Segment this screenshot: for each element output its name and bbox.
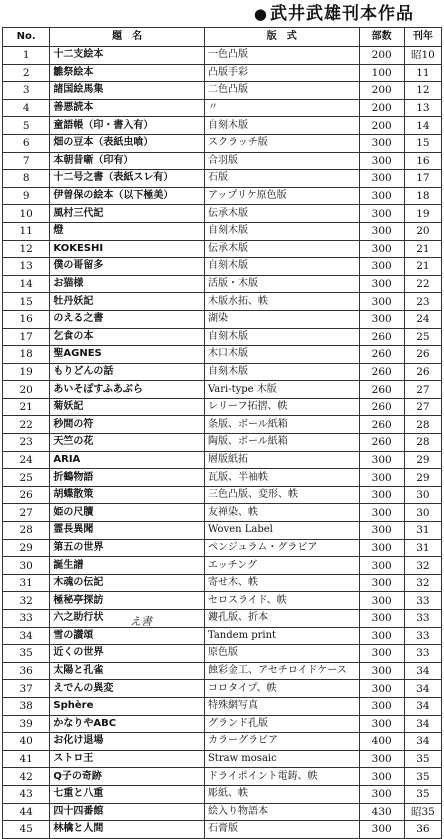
row-no: 7 (3, 152, 50, 170)
row-copies: 300 (359, 469, 404, 487)
row-format: ペンジュラム・グラビア (204, 539, 359, 557)
row-format: 友禅染、帙 (204, 504, 359, 522)
table-row (3, 363, 442, 381)
row-year: 31 (404, 539, 441, 557)
row-year: 35 (404, 785, 441, 803)
row-copies: 300 (359, 785, 404, 803)
row-title: 諸国絵馬集 (50, 82, 205, 100)
row-title: 六之助行状 (50, 610, 205, 628)
row-year: 19 (404, 205, 441, 223)
row-year: 34 (404, 697, 441, 715)
row-format: 陶版、ボール紙箱 (204, 434, 359, 452)
row-year: 昭10 (404, 47, 441, 65)
row-copies: 200 (359, 117, 404, 135)
row-title: 天竺の花 (50, 434, 205, 452)
row-copies: 300 (359, 275, 404, 293)
row-format: カラーグラビア (204, 733, 359, 751)
header-title: 題 名 (50, 28, 205, 47)
row-title: お猫様 (50, 275, 205, 293)
row-copies: 300 (359, 187, 404, 205)
row-format: 活版・木版 (204, 275, 359, 293)
row-format: 蝕彩金工、アセチロイドケース (204, 662, 359, 680)
table-row (3, 821, 442, 839)
row-copies: 300 (359, 486, 404, 504)
row-copies: 300 (359, 715, 404, 733)
row-year: 27 (404, 398, 441, 416)
row-copies: 260 (359, 434, 404, 452)
row-title: お化け退場 (50, 733, 205, 751)
row-format: 伝承木版 (204, 205, 359, 223)
row-no: 37 (3, 680, 50, 698)
table-body (3, 47, 442, 839)
row-no: 26 (3, 486, 50, 504)
row-format: 石膏版 (204, 821, 359, 839)
table-row (3, 785, 442, 803)
row-title: 第五の世界 (50, 539, 205, 557)
row-title: 善悪読本 (50, 99, 205, 117)
table-row (3, 803, 442, 821)
table-row (3, 434, 442, 452)
row-format: レリーフ拓摺、帙 (204, 398, 359, 416)
works-table (2, 27, 442, 839)
row-title: 木魂の伝記 (50, 574, 205, 592)
table-row (3, 610, 442, 628)
row-year: 15 (404, 134, 441, 152)
row-format: アップリケ原色版 (204, 187, 359, 205)
row-format: 〃 (204, 99, 359, 117)
row-year: 17 (404, 170, 441, 188)
row-year: 30 (404, 486, 441, 504)
row-copies: 300 (359, 750, 404, 768)
row-no: 2 (3, 64, 50, 82)
row-no: 22 (3, 416, 50, 434)
row-year: 昭35 (404, 803, 441, 821)
table-row (3, 627, 442, 645)
row-title: 雪の讃頌 (50, 627, 205, 645)
row-copies: 300 (359, 627, 404, 645)
row-format: 自刻木版 (204, 328, 359, 346)
row-title: 燈 (50, 222, 205, 240)
row-format: 彫紙、帙 (204, 785, 359, 803)
table-row (3, 486, 442, 504)
row-format: Tandem print (204, 627, 359, 645)
row-year: 21 (404, 240, 441, 258)
row-no: 25 (3, 469, 50, 487)
table-row (3, 275, 442, 293)
row-format: 木口木版 (204, 346, 359, 364)
row-no: 13 (3, 258, 50, 276)
table-row (3, 522, 442, 540)
row-title: 十二支絵本 (50, 47, 205, 65)
row-year: 36 (404, 821, 441, 839)
row-no: 45 (3, 821, 50, 839)
row-format: 一色凸版 (204, 47, 359, 65)
row-copies: 300 (359, 504, 404, 522)
row-format: 合羽版 (204, 152, 359, 170)
row-no: 42 (3, 768, 50, 786)
row-format: 絵入り物語本 (204, 803, 359, 821)
row-year: 28 (404, 434, 441, 452)
row-no: 15 (3, 293, 50, 311)
row-year: 23 (404, 293, 441, 311)
row-no: 39 (3, 715, 50, 733)
row-format: 石版 (204, 170, 359, 188)
table-row (3, 293, 442, 311)
row-format: 伝承木版 (204, 240, 359, 258)
row-no: 11 (3, 222, 50, 240)
table-row (3, 187, 442, 205)
row-copies: 300 (359, 768, 404, 786)
table-row (3, 222, 442, 240)
row-no: 19 (3, 363, 50, 381)
page-title (0, 2, 444, 26)
row-title: 折鶴物語 (50, 469, 205, 487)
row-year: 26 (404, 346, 441, 364)
table-row (3, 82, 442, 100)
row-title: Q子の奇跡 (50, 768, 205, 786)
row-copies: 300 (359, 645, 404, 663)
row-title: 極秘亭探訪 (50, 592, 205, 610)
row-year: 22 (404, 275, 441, 293)
row-title: 七重と八重 (50, 785, 205, 803)
row-no: 35 (3, 645, 50, 663)
header-year: 刊年 (404, 28, 441, 47)
row-year: 20 (404, 222, 441, 240)
row-title: 姫の尺牘 (50, 504, 205, 522)
row-no: 3 (3, 82, 50, 100)
header-copies: 部数 (359, 28, 404, 47)
table-row (3, 715, 442, 733)
table-row (3, 152, 442, 170)
row-title: 胡蝶散策 (50, 486, 205, 504)
row-no: 21 (3, 398, 50, 416)
row-format: 自刻木版 (204, 117, 359, 135)
row-format: 凸版手彩 (204, 64, 359, 82)
row-copies: 300 (359, 592, 404, 610)
row-no: 8 (3, 170, 50, 188)
table-row (3, 557, 442, 575)
row-copies: 300 (359, 522, 404, 540)
row-year: 33 (404, 645, 441, 663)
table-row (3, 697, 442, 715)
row-copies: 300 (359, 697, 404, 715)
row-copies: 300 (359, 539, 404, 557)
row-no: 12 (3, 240, 50, 258)
row-format: ドライポイント電鋳、帙 (204, 768, 359, 786)
row-no: 28 (3, 522, 50, 540)
row-title: あいそぽすふあぶら (50, 381, 205, 399)
row-title: ARIA (50, 451, 205, 469)
row-year: 16 (404, 152, 441, 170)
row-format: 層版紙拓 (204, 451, 359, 469)
row-year: 12 (404, 82, 441, 100)
table-row (3, 750, 442, 768)
row-title: もりどんの話 (50, 363, 205, 381)
row-format: グランド孔版 (204, 715, 359, 733)
row-copies: 300 (359, 662, 404, 680)
row-title: 聖AGNES (50, 346, 205, 364)
row-format: 自刻木版 (204, 258, 359, 276)
row-title: 近くの世界 (50, 645, 205, 663)
table-row (3, 205, 442, 223)
row-year: 32 (404, 557, 441, 575)
header-no: No. (3, 28, 50, 47)
row-copies: 200 (359, 99, 404, 117)
row-copies: 300 (359, 134, 404, 152)
row-format: 特殊網写真 (204, 697, 359, 715)
row-title: 林檎と人間 (50, 821, 205, 839)
table-row (3, 64, 442, 82)
table-row (3, 680, 442, 698)
row-no: 43 (3, 785, 50, 803)
table-row (3, 328, 442, 346)
table-row (3, 469, 442, 487)
row-copies: 300 (359, 222, 404, 240)
header-row (3, 28, 442, 47)
table-row (3, 592, 442, 610)
row-year: 35 (404, 768, 441, 786)
row-format: 自刻木版 (204, 363, 359, 381)
row-title: 乞食の本 (50, 328, 205, 346)
row-format: 鏤孔版、折本 (204, 610, 359, 628)
table-row (3, 117, 442, 135)
table-row (3, 47, 442, 65)
row-copies: 300 (359, 310, 404, 328)
table-row (3, 416, 442, 434)
row-copies: 260 (359, 381, 404, 399)
table-row (3, 539, 442, 557)
table-row (3, 504, 442, 522)
table-row (3, 134, 442, 152)
row-copies: 300 (359, 451, 404, 469)
table-row (3, 645, 442, 663)
row-no: 1 (3, 47, 50, 65)
row-no: 24 (3, 451, 50, 469)
table-row (3, 574, 442, 592)
table-row (3, 381, 442, 399)
row-no: 23 (3, 434, 50, 452)
row-no: 18 (3, 346, 50, 364)
row-title: 本朝昔噺（印有） (50, 152, 205, 170)
row-year: 34 (404, 733, 441, 751)
row-title: 四十四番館 (50, 803, 205, 821)
row-title: 伊曽保の絵本（以下極美） (50, 187, 205, 205)
row-format: コロタイプ、帙 (204, 680, 359, 698)
row-copies: 300 (359, 258, 404, 276)
page-title-text: 武井武雄刊本作品 (270, 4, 414, 24)
row-copies: 200 (359, 47, 404, 65)
row-copies: 300 (359, 205, 404, 223)
row-title: 童語帳（印・書入有） (50, 117, 205, 135)
table-row (3, 310, 442, 328)
row-year: 25 (404, 328, 441, 346)
row-no: 14 (3, 275, 50, 293)
row-year: 35 (404, 750, 441, 768)
row-no: 20 (3, 381, 50, 399)
table-row (3, 662, 442, 680)
row-copies: 260 (359, 398, 404, 416)
row-no: 30 (3, 557, 50, 575)
row-format: 条版、ボール紙箱 (204, 416, 359, 434)
row-copies: 300 (359, 680, 404, 698)
row-copies: 300 (359, 240, 404, 258)
row-copies: 300 (359, 610, 404, 628)
row-year: 28 (404, 416, 441, 434)
row-year: 18 (404, 187, 441, 205)
row-copies: 300 (359, 152, 404, 170)
row-no: 33 (3, 610, 50, 628)
row-no: 5 (3, 117, 50, 135)
table-row (3, 346, 442, 364)
row-format: セロスライド、帙 (204, 592, 359, 610)
row-copies: 300 (359, 574, 404, 592)
row-format: Woven Label (204, 522, 359, 540)
row-no: 4 (3, 99, 50, 117)
row-format: 湖染 (204, 310, 359, 328)
row-no: 34 (3, 627, 50, 645)
row-title: KOKESHI (50, 240, 205, 258)
row-year: 26 (404, 363, 441, 381)
table-row (3, 768, 442, 786)
row-copies: 200 (359, 82, 404, 100)
handwritten-annotation: え書 (130, 615, 152, 628)
row-year: 34 (404, 662, 441, 680)
row-year: 34 (404, 680, 441, 698)
row-year: 30 (404, 504, 441, 522)
row-year: 11 (404, 64, 441, 82)
header-format: 版 式 (204, 28, 359, 47)
row-year: 34 (404, 715, 441, 733)
row-year: 33 (404, 592, 441, 610)
row-title: 太陽と孔雀 (50, 662, 205, 680)
row-copies: 260 (359, 416, 404, 434)
row-format: 瓦版、半袖帙 (204, 469, 359, 487)
row-no: 29 (3, 539, 50, 557)
row-copies: 400 (359, 733, 404, 751)
row-title: えでんの異変 (50, 680, 205, 698)
row-format: 自刻木版 (204, 222, 359, 240)
row-title: 畑の豆本（表紙虫喰） (50, 134, 205, 152)
row-no: 27 (3, 504, 50, 522)
row-no: 17 (3, 328, 50, 346)
row-title: 霊長異聞 (50, 522, 205, 540)
row-copies: 430 (359, 803, 404, 821)
table-row (3, 170, 442, 188)
bullet-icon: ● (253, 5, 268, 23)
row-no: 9 (3, 187, 50, 205)
row-year: 21 (404, 258, 441, 276)
row-title: 誕生譜 (50, 557, 205, 575)
row-copies: 100 (359, 64, 404, 82)
row-format: スクラッチ版 (204, 134, 359, 152)
row-no: 32 (3, 592, 50, 610)
row-year: 29 (404, 451, 441, 469)
table-row (3, 451, 442, 469)
row-title: 雛祭絵本 (50, 64, 205, 82)
row-copies: 300 (359, 293, 404, 311)
row-copies: 260 (359, 328, 404, 346)
row-no: 36 (3, 662, 50, 680)
row-format: Vari-type 木版 (204, 381, 359, 399)
row-title: 僕の哥留多 (50, 258, 205, 276)
row-title: かなりやABC (50, 715, 205, 733)
row-format: 二色凸版 (204, 82, 359, 100)
row-title: 秒間の符 (50, 416, 205, 434)
row-format: 木版水拓、帙 (204, 293, 359, 311)
table-row (3, 733, 442, 751)
row-year: 14 (404, 117, 441, 135)
row-no: 6 (3, 134, 50, 152)
row-title: ストロ王 (50, 750, 205, 768)
row-format: 寄せ木、帙 (204, 574, 359, 592)
row-year: 32 (404, 574, 441, 592)
table-row (3, 99, 442, 117)
row-format: Straw mosaic (204, 750, 359, 768)
row-year: 31 (404, 522, 441, 540)
row-title: 風村三代記 (50, 205, 205, 223)
row-copies: 300 (359, 170, 404, 188)
row-format: エッチング (204, 557, 359, 575)
row-no: 31 (3, 574, 50, 592)
row-copies: 260 (359, 346, 404, 364)
row-title: 牡丹妖記 (50, 293, 205, 311)
row-year: 33 (404, 627, 441, 645)
row-copies: 300 (359, 557, 404, 575)
row-no: 38 (3, 697, 50, 715)
table-row (3, 398, 442, 416)
row-format: 三色凸版、変形、帙 (204, 486, 359, 504)
row-year: 13 (404, 99, 441, 117)
row-no: 44 (3, 803, 50, 821)
row-year: 29 (404, 469, 441, 487)
row-year: 33 (404, 610, 441, 628)
row-no: 41 (3, 750, 50, 768)
row-no: 10 (3, 205, 50, 223)
row-year: 24 (404, 310, 441, 328)
row-no: 16 (3, 310, 50, 328)
row-no: 40 (3, 733, 50, 751)
row-copies: 300 (359, 821, 404, 839)
row-copies: 260 (359, 363, 404, 381)
row-format: 原色版 (204, 645, 359, 663)
row-title: のえる之書 (50, 310, 205, 328)
row-title: 菊妖記 (50, 398, 205, 416)
table-row (3, 240, 442, 258)
table-row (3, 258, 442, 276)
row-title: 十二号之書（表紙スレ有） (50, 170, 205, 188)
row-year: 27 (404, 381, 441, 399)
row-title: Sphère (50, 697, 205, 715)
